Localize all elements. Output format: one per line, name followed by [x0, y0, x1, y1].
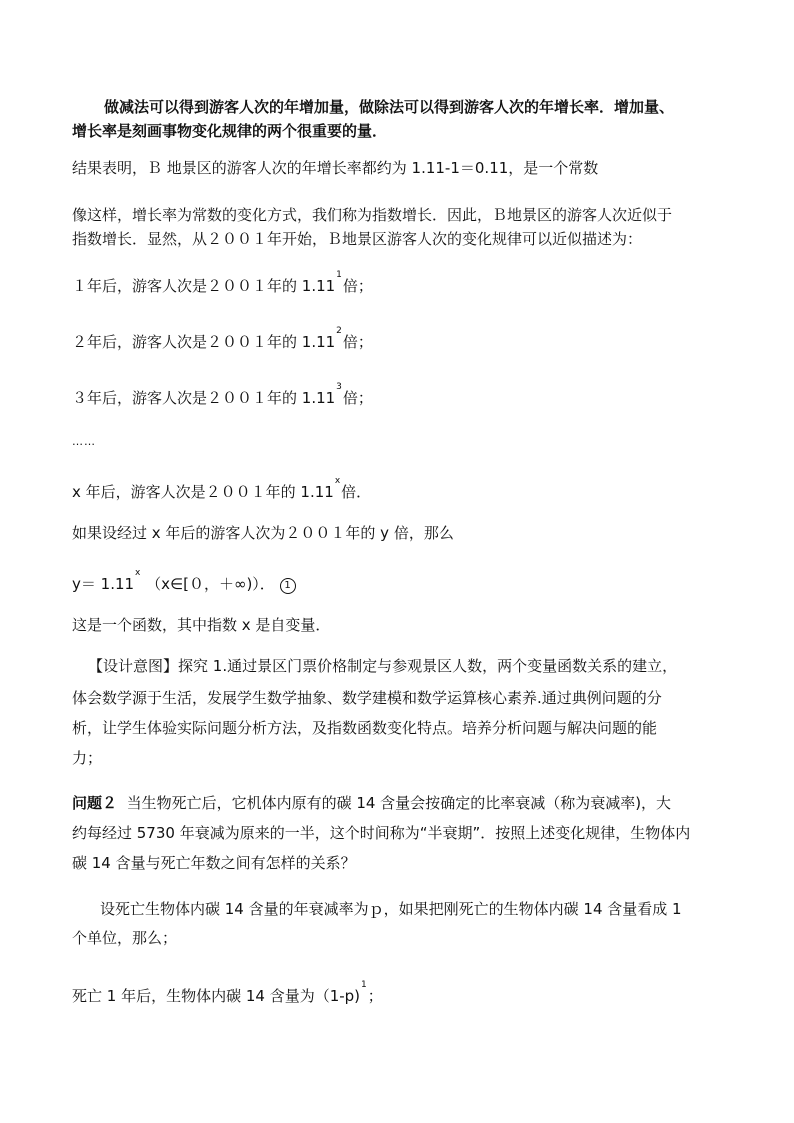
death-1-year-text: 死亡 1 年后，生物体内碳 14 含量为（1-p) [72, 987, 361, 1005]
death-1-year-line [72, 980, 383, 1009]
function-line: 这是一个函数，其中指数 x 是自变量． [72, 616, 331, 634]
death-1-year-suffix: ； [367, 987, 383, 1005]
design-intent-text-1: 探究 1.通过景区门票价格制定与参观景区人数，两个变量函数关系的建立， [178, 657, 678, 675]
x-year-text: x 年后，游客人次是２００１年的 1.11 [72, 483, 334, 501]
problem-2-label: 问题２ [72, 794, 118, 812]
design-intent-line-1 [88, 656, 677, 676]
x-year-exponent: x [334, 476, 341, 486]
if-line: 如果设经过 x 年后的游客人次为２００１年的 y 倍，那么 [72, 524, 454, 542]
result-line: 结果表明，Ｂ 地景区的游客人次的年增长率都约为 1.11-1＝0.11，是一个常数 [72, 159, 599, 177]
intro-line-2: 增长率是刻画事物变化规律的两个很重要的量． [72, 122, 388, 140]
year-3-line [72, 382, 373, 411]
x-year-suffix: 倍． [341, 483, 372, 501]
death-1-year-exponent: 1 [361, 980, 367, 990]
year-3-text: ３年后，游客人次是２００１年的 1.11 [72, 389, 336, 407]
formula-domain: （x∈[０，＋∞)）． [146, 575, 275, 593]
year-1-line [72, 270, 373, 299]
problem-2-line-2: 约每经过 5730 年衰减为原来的一半，这个时间称为“半衰期”．按照上述变化规律，生物体内 [72, 824, 691, 842]
assume-line-1: 设死亡生物体内碳 14 含量的年衰减率为ｐ，如果把刚死亡的生物体内碳 14 含量看成 1 [100, 900, 682, 918]
problem-2-text-1: 当生物死亡后，它机体内原有的碳 14 含量会按确定的比率衰减（称为衰减率)，大 [126, 794, 672, 812]
problem-2-line-3: 碳 14 含量与死亡年数之间有怎样的关系？ [72, 854, 356, 872]
ellipsis: …… [72, 435, 96, 448]
year-2-exponent: 2 [336, 326, 342, 336]
equation-number-marker: 1 [280, 578, 296, 594]
assume-line-2: 个单位，那么； [72, 929, 178, 947]
year-1-exponent: 1 [336, 270, 342, 280]
formula-exponent: x [135, 568, 141, 578]
design-intent-line-2: 体会数学源于生活，发展学生数学抽象、数学建模和数学运算核心素养.通过典例问题的分 [72, 689, 662, 707]
year-2-suffix: 倍； [342, 333, 373, 351]
year-2-line [72, 326, 373, 355]
year-3-suffix: 倍； [342, 389, 373, 407]
growth-line-1: 像这样，增长率为常数的变化方式，我们称为指数增长．因此，Ｂ地景区的游客人次近似于 [72, 206, 673, 224]
design-intent-label: 【设计意图】 [88, 657, 179, 675]
year-3-exponent: 3 [336, 382, 342, 392]
problem-2-line-1 [72, 793, 671, 813]
growth-line-2: 指数增长．显然，从２００１年开始，Ｂ地景区游客人次的变化规律可以近似描述为： [72, 230, 643, 248]
year-1-suffix: 倍； [342, 277, 373, 295]
year-1-text: １年后，游客人次是２００１年的 1.11 [72, 277, 336, 295]
x-year-line [72, 476, 372, 505]
intro-line-1: 做减法可以得到游客人次的年增加量，做除法可以得到游客人次的年增长率．增加量、 [104, 98, 675, 116]
design-intent-line-4: 力； [72, 749, 103, 767]
design-intent-line-3: 析，让学生体验实际问题分析方法，及指数函数变化特点。培养分析问题与解决问题的能 [72, 719, 658, 737]
formula-line [72, 568, 296, 597]
year-2-text: ２年后，游客人次是２００１年的 1.11 [72, 333, 336, 351]
formula-left: y＝ 1.11 [72, 575, 135, 593]
